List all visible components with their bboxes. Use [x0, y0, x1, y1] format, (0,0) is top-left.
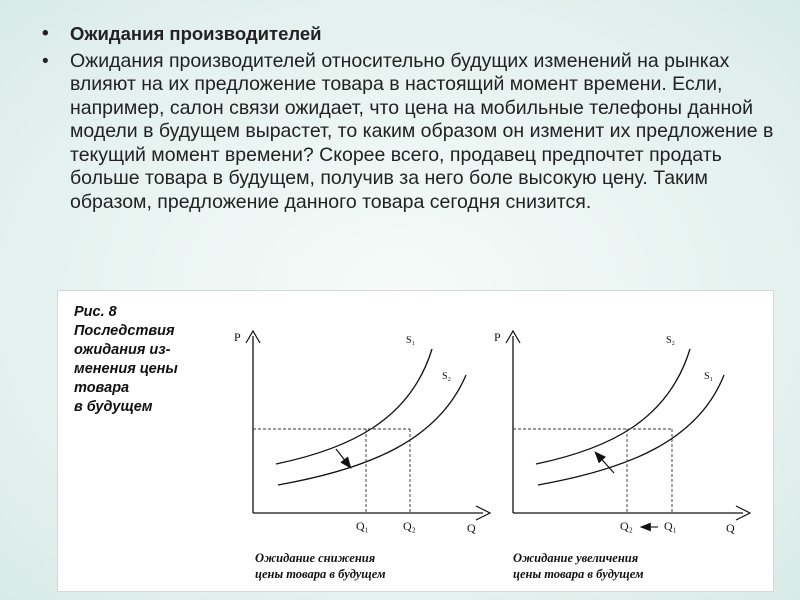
- left-caption-line1: Ожидание снижения: [255, 551, 376, 565]
- right-chart: [494, 330, 750, 581]
- right-caption-line1: Ожидание увеличения: [513, 551, 639, 565]
- bullet-list: [40, 22, 780, 214]
- right-curve-s1: [538, 375, 724, 485]
- right-q1-label: Q₁: [664, 519, 677, 533]
- figure-panel: [57, 290, 774, 592]
- bullet-heading: [40, 22, 780, 46]
- caption-line: Последствия: [74, 323, 175, 339]
- left-axis-x-label: Q: [467, 521, 476, 535]
- right-caption-line2: цены товара в будущем: [513, 567, 644, 581]
- paragraph-text: Ожидания производителей относительно будущих изменений на рынках влияют на их предложение товара в настоящий момент времени. Если, например, салон связи ожидает, что цена на мобильные телефоны данной модели в будущем вырастет, то каким образом он изменит их предложение в текущий момент времени? Скорее всего, продавец предпочтет продать больше товара в будущем, получив за него боле высокую цену. Таким образом, предложение данного товара сегодня снизится.: [70, 49, 774, 213]
- left-axis-y-label: P: [234, 330, 241, 344]
- left-caption-line2: цены товара в будущем: [255, 567, 386, 581]
- left-curve-s2: [278, 375, 466, 485]
- left-q2-label: Q₂: [403, 519, 416, 533]
- left-q1-label: Q₁: [356, 519, 369, 533]
- caption-line: товара: [74, 380, 130, 396]
- caption-line: Рис. 8: [74, 304, 117, 320]
- right-label-s2: S₂: [666, 335, 676, 346]
- bullet-paragraph: [40, 50, 780, 215]
- left-label-s1: S₁: [406, 335, 416, 346]
- supply-diagrams: [58, 291, 773, 591]
- caption-line: ожидания из-: [74, 342, 171, 358]
- right-axis-y-label: P: [494, 330, 501, 344]
- right-curve-s2: [536, 349, 690, 464]
- right-label-s1: S₁: [704, 371, 714, 382]
- left-chart: [234, 330, 490, 581]
- right-axis-x-label: Q: [726, 521, 735, 535]
- right-q2-label: Q₂: [620, 519, 633, 533]
- right-shift-arrow: [596, 453, 614, 473]
- heading-text: Ожидания производителей: [70, 23, 322, 44]
- bullet-dot: •: [42, 23, 49, 44]
- caption-line: в будущем: [74, 399, 153, 415]
- left-curve-s1: [276, 349, 432, 464]
- bullet-dot: •: [42, 50, 49, 72]
- caption-line: менения цены: [74, 361, 178, 377]
- left-label-s2: S₂: [442, 371, 452, 382]
- left-shift-arrow: [336, 449, 350, 467]
